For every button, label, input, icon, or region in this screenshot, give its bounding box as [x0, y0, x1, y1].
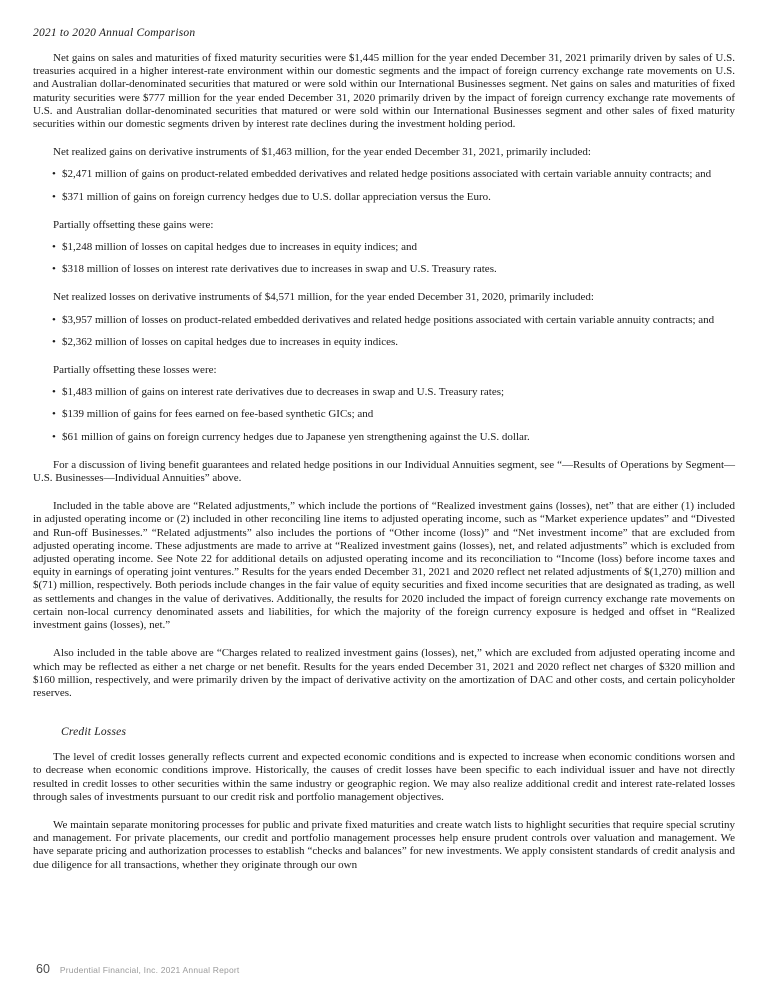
- bullet-item: [33, 168, 735, 181]
- bullet-item: [33, 386, 735, 399]
- bullet-item: [33, 336, 735, 349]
- bullet-marker: •: [52, 263, 56, 276]
- paragraph-net-gains: Net gains on sales and maturities of fixed maturity securities were $1,445 million for the year ended December 31, 2021 primarily driven by sales of U.S. treasuries acquired in a higher interest-rate environment within our domestic segments and the impact of foreign currency exchange rate movements on U.S. and Australian dollar-denominated securities that matured or were sold within our International Businesses segment. Net gains on sales and maturities of fixed maturity securities were $777 million for the year ended December 31, 2020 primarily driven by the impact of foreign currency exchange rate movements of U.S. and Australian dollar-denominated securities that matured or were sold within our International Businesses segment and other sales of fixed maturity securities within our domestic segments driven by interest rate declines during the investment holding period.: [33, 52, 735, 131]
- report-title: Prudential Financial, Inc. 2021 Annual Report: [59, 965, 240, 975]
- bullet-list-gains-2021: [33, 168, 735, 203]
- bullet-item: [33, 241, 735, 254]
- bullet-text: $61 million of gains on foreign currency hedges due to Japanese yen strengthening against the U.S. dollar.: [62, 430, 530, 443]
- paragraph-realized-gains-2021: Net realized gains on derivative instruments of $1,463 million, for the year ended December 31, 2021, primarily included:: [53, 146, 591, 159]
- paragraph-offsetting-gains: Partially offsetting these gains were:: [53, 218, 214, 231]
- bullet-marker: •: [52, 408, 56, 421]
- bullet-list-offsetting-gains: [33, 241, 735, 276]
- bullet-list-offsetting-losses: [33, 386, 735, 444]
- bullet-marker: •: [52, 168, 56, 181]
- page-number: 60: [36, 962, 50, 976]
- bullet-item: [33, 431, 735, 444]
- bullet-text: $318 million of losses on interest rate derivatives due to increases in swap and U.S. Treasury rates.: [62, 263, 497, 276]
- bullet-marker: •: [52, 190, 56, 203]
- bullet-marker: •: [52, 335, 56, 348]
- paragraph-credit-level: The level of credit losses generally reflects current and expected economic conditions and is expected to increase when economic conditions worsen and to decrease when economic conditions improve. Historically, the causes of credit losses have been specific to each individual issuer and have not directly resulted in credit losses to other securities within the same industry or geographic region. We may also realize additional credit and interest rate-related losses through sales of investments pursuant to our credit risk and portfolio management objectives.: [33, 751, 735, 803]
- bullet-marker: •: [52, 241, 56, 254]
- heading-annual-comparison: 2021 to 2020 Annual Comparison: [33, 27, 196, 39]
- paragraph-charges-related: Also included in the table above are “Charges related to realized investment gains (losses), net,” which are excluded from adjusted operating income and which may be reflected as either a net charge or net benefit. Results for the years ended December 31, 2021 and 2020 reflect net charges of $320 million and $160 million, respectively, and were primarily driven by the impact of derivative activity on the amortization of DAC and other costs, and certain policyholder reserves.: [33, 647, 735, 699]
- bullet-text: $3,957 million of losses on product-related embedded derivatives and related hedge positions associated with certain variable annuity contracts; and: [62, 313, 715, 326]
- bullet-marker: •: [52, 430, 56, 443]
- heading-credit-losses: Credit Losses: [61, 726, 127, 739]
- paragraph-realized-losses-2020: Net realized losses on derivative instruments of $4,571 million, for the year ended December 31, 2020, primarily included:: [53, 291, 594, 304]
- bullet-text: $139 million of gains for fees earned on fee-based synthetic GICs; and: [62, 408, 374, 421]
- bullet-item: [33, 191, 735, 204]
- paragraph-related-adjustments: Included in the table above are “Related adjustments,” which include the portions of “Realized investment gains (losses), net” that are either (1) included in adjusted operating income or (2) included in other reconciling line items to adjusted operating income, such as “Market experience updates” and “Divested and Run-off Businesses.” “Related adjustments” also includes the portions of “Other income (loss)” and “Net investment income” that are excluded from adjusted operating income. These adjustments are made to arrive at “Realized investment gains (losses), net, and related adjustments” which is excluded from adjusted operating income. See Note 22 for additional details on adjusted operating income and its reconciliation to “Income (loss) before income taxes and equity in earnings of operating joint ventures.” Results for the years ended December 31, 2021 and 2020 reflect net related adjustments of $(1,270) million and $(71) million, respectively. Both periods include changes in the fair value of equity securities and fixed income securities that are designated as trading, as well as settlements and changes in the value of derivatives. Additionally, the results for 2020 included the impact of foreign currency exchange rate movements on certain non-local currency denominated assets and liabilities, for which the majority of the foreign currency exposure is hedged and offset in “Realized investment gains (losses), net.”: [33, 500, 735, 632]
- paragraph-offsetting-losses: Partially offsetting these losses were:: [53, 364, 217, 377]
- paragraph-living-benefit: For a discussion of living benefit guarantees and related hedge positions in our Individual Annuities segment, see “—Results of Operations by Segment—U.S. Businesses—Individual Annuities” above.: [33, 458, 735, 485]
- bullet-list-losses-2020: [33, 314, 735, 349]
- bullet-item: [33, 263, 735, 276]
- page-footer: [36, 962, 240, 976]
- bullet-item: [33, 314, 735, 327]
- bullet-text: $2,471 million of gains on product-related embedded derivatives and related hedge positions associated with certain variable annuity contracts; and: [62, 168, 712, 181]
- bullet-marker: •: [52, 386, 56, 399]
- bullet-item: [33, 408, 735, 421]
- bullet-marker: •: [52, 313, 56, 326]
- bullet-text: $2,362 million of losses on capital hedges due to increases in equity indices.: [62, 335, 399, 348]
- bullet-text: $371 million of gains on foreign currency hedges due to U.S. dollar appreciation versus the Euro.: [62, 190, 491, 203]
- paragraph-monitoring: We maintain separate monitoring processes for public and private fixed maturities and create watch lists to highlight securities that require special scrutiny and management. For private placements, our credit and portfolio management processes help ensure prudent controls over valuation and management. We have separate pricing and authorization processes to establish “checks and balances” for new investments. We apply consistent standards of credit analysis and due diligence for all transactions, whether they originate through our own: [33, 818, 735, 871]
- bullet-text: $1,483 million of gains on interest rate derivatives due to decreases in swap and U.S. Treasury rates;: [62, 386, 505, 399]
- bullet-text: $1,248 million of losses on capital hedges due to increases in equity indices; and: [62, 241, 417, 254]
